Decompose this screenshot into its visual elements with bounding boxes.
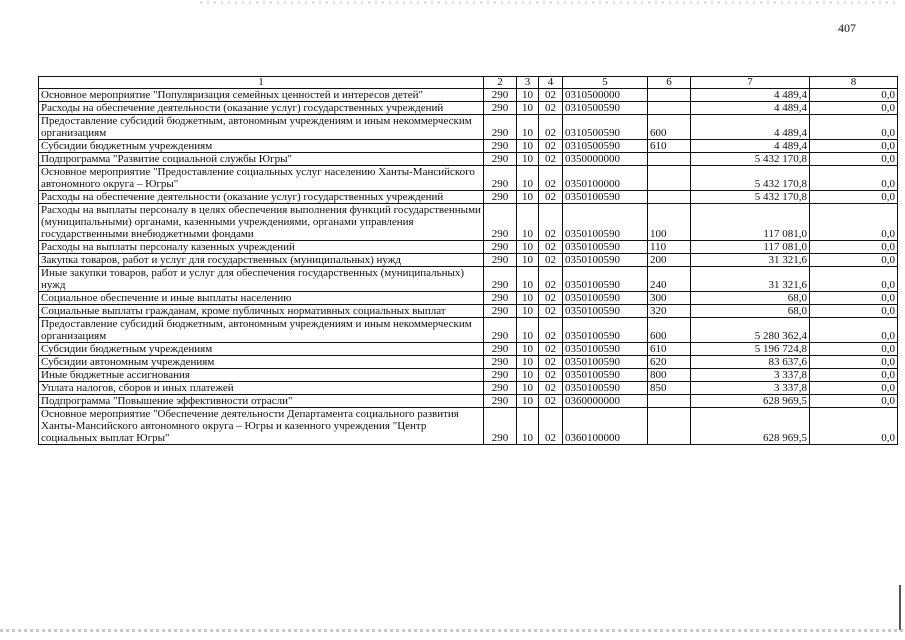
table-row (39, 395, 898, 408)
target-article: 0350100590 (563, 356, 648, 369)
code-cs: 02 (539, 254, 563, 267)
code-pr: 10 (517, 204, 539, 241)
code-pr: 10 (517, 166, 539, 191)
row-name: Расходы на обеспечение деятельности (оказание услуг) государственных учреждений (39, 102, 484, 115)
code-pr: 10 (517, 115, 539, 140)
table-row (39, 89, 898, 102)
expense-type (648, 191, 691, 204)
amount: 5 196 724,8 (691, 343, 810, 356)
amount: 117 081,0 (691, 241, 810, 254)
code-rz: 290 (484, 166, 517, 191)
scan-artifact-bottom (0, 629, 905, 632)
column-header: 6 (648, 77, 691, 89)
amount: 628 969,5 (691, 408, 810, 445)
expense-type (648, 408, 691, 445)
expense-type: 240 (648, 267, 691, 292)
expense-type: 610 (648, 140, 691, 153)
code-pr: 10 (517, 318, 539, 343)
target-article: 0350100000 (563, 166, 648, 191)
amount-2: 0,0 (810, 267, 898, 292)
expense-type: 300 (648, 292, 691, 305)
code-cs: 02 (539, 305, 563, 318)
code-cs: 02 (539, 89, 563, 102)
code-pr: 10 (517, 356, 539, 369)
code-cs: 02 (539, 292, 563, 305)
column-header: 3 (517, 77, 539, 89)
row-name: Подпрограмма "Повышение эффективности отрасли" (39, 395, 484, 408)
expense-type: 320 (648, 305, 691, 318)
amount: 5 432 170,8 (691, 166, 810, 191)
code-rz: 290 (484, 191, 517, 204)
amount-2: 0,0 (810, 115, 898, 140)
code-cs: 02 (539, 153, 563, 166)
target-article: 0350100590 (563, 305, 648, 318)
row-name: Расходы на обеспечение деятельности (оказание услуг) государственных учреждений (39, 191, 484, 204)
target-article: 0350100590 (563, 382, 648, 395)
amount-2: 0,0 (810, 356, 898, 369)
column-header: 5 (563, 77, 648, 89)
code-cs: 02 (539, 204, 563, 241)
code-cs: 02 (539, 408, 563, 445)
scan-artifact-right (899, 585, 901, 630)
code-rz: 290 (484, 292, 517, 305)
code-pr: 10 (517, 153, 539, 166)
code-rz: 290 (484, 408, 517, 445)
expense-type (648, 102, 691, 115)
code-rz: 290 (484, 382, 517, 395)
column-header: 8 (810, 77, 898, 89)
row-name: Субсидии автономным учреждениям (39, 356, 484, 369)
target-article: 0350100590 (563, 369, 648, 382)
code-pr: 10 (517, 408, 539, 445)
code-rz: 290 (484, 140, 517, 153)
expense-type: 110 (648, 241, 691, 254)
row-name: Основное мероприятие "Обеспечение деятельности Департамента социального развития Ханты-Мансийского автономного округа – Югры и казенного учреждения "Центр социальных выплат Югры" (39, 408, 484, 445)
row-name: Субсидии бюджетным учреждениям (39, 343, 484, 356)
code-cs: 02 (539, 356, 563, 369)
amount-2: 0,0 (810, 395, 898, 408)
target-article: 0350000000 (563, 153, 648, 166)
code-pr: 10 (517, 267, 539, 292)
amount: 68,0 (691, 292, 810, 305)
code-cs: 02 (539, 343, 563, 356)
table-row (39, 382, 898, 395)
amount: 3 337,8 (691, 369, 810, 382)
amount: 83 637,6 (691, 356, 810, 369)
table-row (39, 115, 898, 140)
expense-type: 600 (648, 115, 691, 140)
expense-type (648, 153, 691, 166)
amount-2: 0,0 (810, 153, 898, 166)
code-rz: 290 (484, 369, 517, 382)
amount-2: 0,0 (810, 305, 898, 318)
expense-type: 620 (648, 356, 691, 369)
code-rz: 290 (484, 241, 517, 254)
row-name: Расходы на выплаты персоналу в целях обеспечения выполнения функций государственными (муниципальными) органами, казенными учреждениями, органами управления государственными внебюджетными фондами (39, 204, 484, 241)
table-row (39, 408, 898, 445)
amount-2: 0,0 (810, 408, 898, 445)
row-name: Субсидии бюджетным учреждениям (39, 140, 484, 153)
amount: 3 337,8 (691, 382, 810, 395)
code-rz: 290 (484, 318, 517, 343)
target-article: 0350100590 (563, 241, 648, 254)
code-cs: 02 (539, 115, 563, 140)
code-cs: 02 (539, 395, 563, 408)
amount-2: 0,0 (810, 382, 898, 395)
amount-2: 0,0 (810, 369, 898, 382)
amount-2: 0,0 (810, 292, 898, 305)
expense-type: 850 (648, 382, 691, 395)
table-row (39, 356, 898, 369)
amount: 31 321,6 (691, 267, 810, 292)
target-article: 0360100000 (563, 408, 648, 445)
amount-2: 0,0 (810, 204, 898, 241)
code-cs: 02 (539, 267, 563, 292)
amount: 5 432 170,8 (691, 153, 810, 166)
code-cs: 02 (539, 102, 563, 115)
row-name: Социальные выплаты гражданам, кроме публичных нормативных социальных выплат (39, 305, 484, 318)
code-rz: 290 (484, 356, 517, 369)
expense-type: 800 (648, 369, 691, 382)
table-row (39, 241, 898, 254)
target-article: 0350100590 (563, 292, 648, 305)
code-rz: 290 (484, 153, 517, 166)
code-rz: 290 (484, 115, 517, 140)
expense-type: 610 (648, 343, 691, 356)
table-row (39, 140, 898, 153)
amount: 117 081,0 (691, 204, 810, 241)
amount: 5 280 362,4 (691, 318, 810, 343)
row-name: Иные закупки товаров, работ и услуг для обеспечения государственных (муниципальных) нужд (39, 267, 484, 292)
code-pr: 10 (517, 254, 539, 267)
amount-2: 0,0 (810, 166, 898, 191)
table-row (39, 191, 898, 204)
amount: 5 432 170,8 (691, 191, 810, 204)
row-name: Основное мероприятие "Популяризация семейных ценностей и интересов детей" (39, 89, 484, 102)
target-article: 0310500590 (563, 115, 648, 140)
table-row (39, 204, 898, 241)
code-pr: 10 (517, 102, 539, 115)
target-article: 0350100590 (563, 191, 648, 204)
code-cs: 02 (539, 369, 563, 382)
code-cs: 02 (539, 166, 563, 191)
code-rz: 290 (484, 267, 517, 292)
table-row (39, 318, 898, 343)
code-rz: 290 (484, 254, 517, 267)
budget-table (38, 76, 898, 445)
expense-type: 100 (648, 204, 691, 241)
scan-artifact-top (200, 1, 900, 4)
code-rz: 290 (484, 102, 517, 115)
code-pr: 10 (517, 89, 539, 102)
code-pr: 10 (517, 305, 539, 318)
target-article: 0350100590 (563, 204, 648, 241)
code-cs: 02 (539, 318, 563, 343)
amount: 628 969,5 (691, 395, 810, 408)
expense-type (648, 166, 691, 191)
amount: 4 489,4 (691, 115, 810, 140)
target-article: 0310500590 (563, 140, 648, 153)
target-article: 0350100590 (563, 267, 648, 292)
code-pr: 10 (517, 292, 539, 305)
table-row (39, 153, 898, 166)
row-name: Уплата налогов, сборов и иных платежей (39, 382, 484, 395)
code-cs: 02 (539, 140, 563, 153)
row-name: Иные бюджетные ассигнования (39, 369, 484, 382)
table-row (39, 305, 898, 318)
table-row (39, 292, 898, 305)
amount-2: 0,0 (810, 191, 898, 204)
amount: 4 489,4 (691, 102, 810, 115)
expense-type (648, 395, 691, 408)
code-cs: 02 (539, 382, 563, 395)
amount-2: 0,0 (810, 318, 898, 343)
row-name: Расходы на выплаты персоналу казенных учреждений (39, 241, 484, 254)
table-row (39, 343, 898, 356)
table-row (39, 254, 898, 267)
amount-2: 0,0 (810, 254, 898, 267)
page-number: 407 (838, 21, 856, 35)
code-pr: 10 (517, 395, 539, 408)
target-article: 0350100590 (563, 343, 648, 356)
code-rz: 290 (484, 343, 517, 356)
table-row (39, 369, 898, 382)
column-header: 1 (39, 77, 484, 89)
amount-2: 0,0 (810, 140, 898, 153)
expense-type: 200 (648, 254, 691, 267)
amount-2: 0,0 (810, 343, 898, 356)
code-rz: 290 (484, 395, 517, 408)
target-article: 0350100590 (563, 254, 648, 267)
amount-2: 0,0 (810, 89, 898, 102)
code-pr: 10 (517, 382, 539, 395)
table-row (39, 267, 898, 292)
target-article: 0360000000 (563, 395, 648, 408)
amount: 68,0 (691, 305, 810, 318)
column-number-row (39, 77, 898, 89)
table-row (39, 102, 898, 115)
expense-type (648, 89, 691, 102)
code-cs: 02 (539, 241, 563, 254)
amount-2: 0,0 (810, 241, 898, 254)
amount: 31 321,6 (691, 254, 810, 267)
code-rz: 290 (484, 89, 517, 102)
target-article: 0310500000 (563, 89, 648, 102)
code-rz: 290 (484, 204, 517, 241)
table-row (39, 166, 898, 191)
column-header: 2 (484, 77, 517, 89)
code-rz: 290 (484, 305, 517, 318)
row-name: Подпрограмма "Развитие социальной службы Югры" (39, 153, 484, 166)
code-cs: 02 (539, 191, 563, 204)
row-name: Социальное обеспечение и иные выплаты населению (39, 292, 484, 305)
amount: 4 489,4 (691, 89, 810, 102)
code-pr: 10 (517, 241, 539, 254)
column-header: 7 (691, 77, 810, 89)
target-article: 0350100590 (563, 318, 648, 343)
amount: 4 489,4 (691, 140, 810, 153)
target-article: 0310500590 (563, 102, 648, 115)
code-pr: 10 (517, 369, 539, 382)
code-pr: 10 (517, 191, 539, 204)
code-pr: 10 (517, 343, 539, 356)
amount-2: 0,0 (810, 102, 898, 115)
row-name: Предоставление субсидий бюджетным, автономным учреждениям и иным некоммерческим организациям (39, 115, 484, 140)
expense-type: 600 (648, 318, 691, 343)
row-name: Предоставление субсидий бюджетным, автономным учреждениям и иным некоммерческим организациям (39, 318, 484, 343)
row-name: Закупка товаров, работ и услуг для государственных (муниципальных) нужд (39, 254, 484, 267)
code-pr: 10 (517, 140, 539, 153)
row-name: Основное мероприятие "Предоставление социальных услуг населению Ханты-Мансийского автономного округа – Югры" (39, 166, 484, 191)
column-header: 4 (539, 77, 563, 89)
